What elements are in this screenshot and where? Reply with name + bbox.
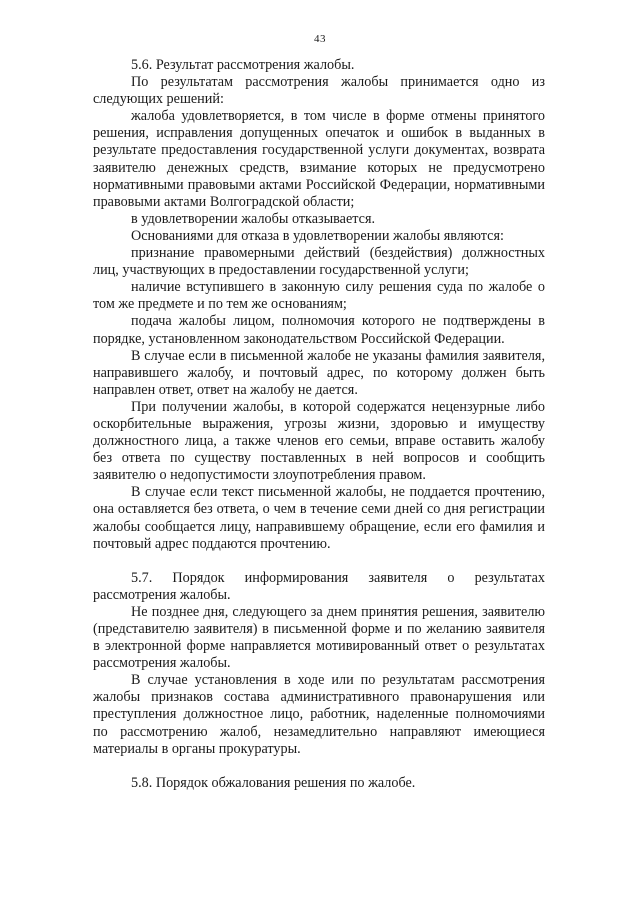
- paragraph: Не позднее дня, следующего за днем принятия решения, заявителю (представителю заявителя) в письменной форме и по желанию заявителя в электронной форме направляется мотивированный ответ о результатах рассмотрения жалобы.: [93, 603, 545, 672]
- paragraph: По результатам рассмотрения жалобы принимается одно из следующих решений:: [93, 74, 545, 108]
- section-heading-5-7: 5.7. Порядок информирования заявителя о результатах рассмотрения жалобы.: [93, 569, 545, 603]
- paragraph: в удовлетворении жалобы отказывается.: [131, 210, 376, 227]
- paragraph: признание правомерными действий (бездействия) должностных лиц, участвующих в предоставлении государственной услуги;: [93, 245, 545, 279]
- page-number: 43: [314, 33, 326, 45]
- paragraph: Основаниями для отказа в удовлетворении жалобы являются:: [131, 227, 504, 244]
- paragraph: В случае установления в ходе или по результатам рассмотрения жалобы признаков состава административного правонарушения или преступления должностное лицо, работник, наделенные полномочиями по рассмотрению жалоб, незамедлительно направляют имеющиеся материалы в органы прокуратуры.: [93, 672, 545, 757]
- section-heading-5-8: 5.8. Порядок обжалования решения по жалобе.: [131, 774, 416, 791]
- paragraph: При получении жалобы, в которой содержатся нецензурные либо оскорбительные выражения, угрозы жизни, здоровью и имуществу должностного лица, а также членов его семьи, вправе оставить жалобу без ответа по существу поставленных в ней вопросов и сообщить заявителю о недопустимости злоупотребления правом.: [93, 398, 545, 484]
- paragraph: жалоба удовлетворяется, в том числе в форме отмены принятого решения, исправления допущенных опечаток и ошибок в выданных в результате предоставления государственной услуги документах, возврата заявителю денежных средств, взимание которых не предусмотрено нормативными правовыми актами Российской Федерации, нормативными правовыми актами Волгоградской области;: [93, 108, 545, 210]
- paragraph: В случае если в письменной жалобе не указаны фамилия заявителя, направившего жалобу, и почтовый адрес, по которому должен быть направлен ответ, ответ на жалобу не дается.: [93, 347, 545, 398]
- document-body: [93, 57, 545, 792]
- paragraph: наличие вступившего в законную силу решения суда по жалобе о том же предмете и по тем же основаниям;: [93, 279, 545, 313]
- paragraph: подача жалобы лицом, полномочия которого не подтверждены в порядке, установленном законодательством Российской Федерации.: [93, 313, 545, 347]
- section-heading-5-6: 5.6. Результат рассмотрения жалобы.: [131, 57, 355, 73]
- paragraph: В случае если текст письменной жалобы, не поддается прочтению, она оставляется без ответа, о чем в течение семи дней со дня регистрации жалобы сообщается лицу, направившему обращение, если его фамилия и почтовый адрес поддаются прочтению.: [93, 484, 545, 552]
